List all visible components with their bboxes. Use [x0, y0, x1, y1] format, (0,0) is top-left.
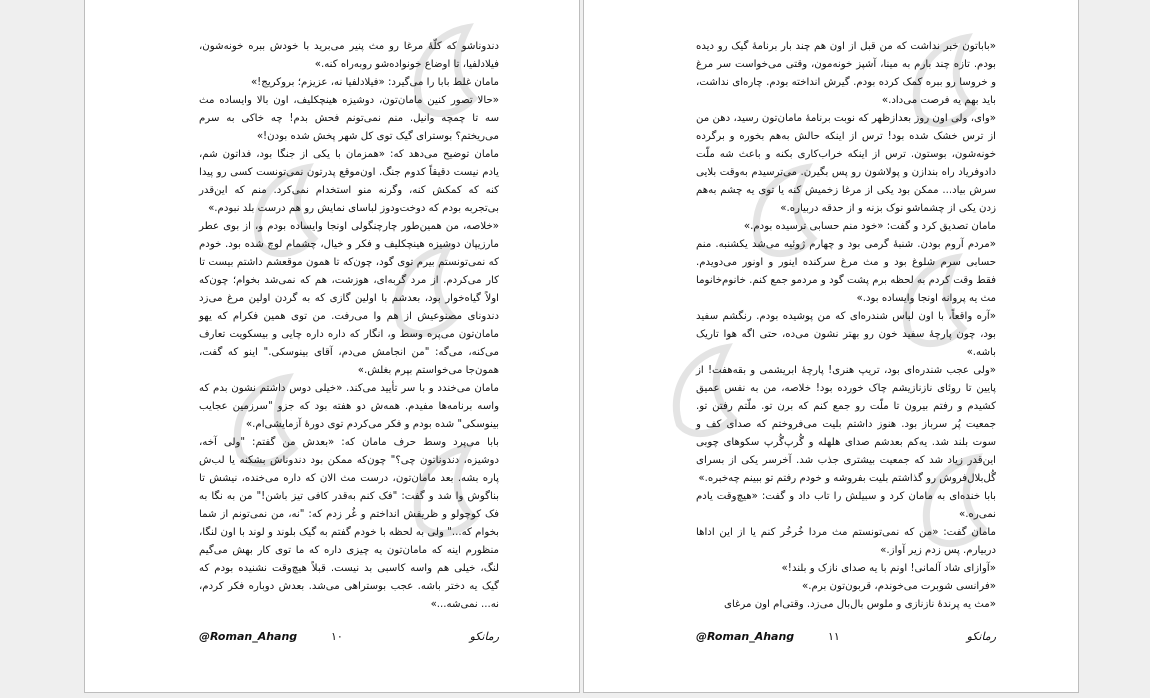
footer-handle: @Roman_Ahang [696, 630, 795, 643]
footer-brand: رمانکو [966, 630, 996, 643]
paragraph: «باباتون خبر نداشت که من قبل از اون هم چند بار برنامهٔ گیک رو دیده بودم. تازه چند بارم به مینا، آشپز خونه‌مون، وقتی می‌خواست سر مرغ و خروسا رو ببره کمک کرده بودم. گیرش انداخته بودم. چاره‌ای نداشت، باید بهم یه فرصت می‌داد.» [696, 41, 996, 106]
paragraph: «آوازای شاد آلمانی! اونم با یه صدای نازک و بلند!» [781, 563, 996, 574]
footer-brand: رمانکو [469, 630, 499, 643]
paragraph: «حالا تصور کنین مامان‌تون، دوشیزه هینچکلیف، اون بالا وایساده مث سه تا چمچه وانیل. منم نمی‌تونم فحش بدم! چه خاکی به سرم می‌ریختم؟ بوسترای گیک توی کل شهر پخش شده بودن!» [199, 95, 499, 142]
paragraph: «مردم آروم بودن. شنبهٔ گرمی بود و چهارم ژوئیه می‌شد یکشنبه. منم حسابی سرم شلوغ بود و مث مرغ سرکنده اینور و اونور می‌دویدم. فقط وقت کردم به لحظه برم پشت گود و مردمو جمع کنم. خانوم‌خانوما مث یه پروانه اونجا وایساده بود.» [696, 239, 996, 304]
page-footer [696, 630, 996, 648]
paragraph: مامان می‌خندد و با سر تأیید می‌کند. «خیلی دوس داشتم نشون بدم که واسه برنامه‌ها مفیدم. همه‌ش دو هفته بود که جزو "سرزمین عجایب بینوسکی" شده بودم و فکر می‌کردم توی دورهٔ آزمایشی‌ام.» [199, 383, 499, 430]
footer-handle: @Roman_Ahang [199, 630, 298, 643]
paragraph: مامان غلط بابا را می‌گیرد: «فیلادلفیا نه، عزیزم؛ بروکریج!» [250, 77, 499, 88]
page-number: ۱۰ [331, 630, 343, 643]
paragraph: «مث یه پرندهٔ نازنازی و ملوس بال‌بال می‌زد. وقتی‌ام اون مرغای [723, 599, 996, 610]
paragraph: مامان تصدیق کرد و گفت: «خود منم حسابی ترسیده بودم.» [743, 221, 996, 232]
paragraph: دندوناشو که کلّهٔ مرغا رو مث پنیر می‌برید با خودش ببره خونه‌شون، فیلادلفیا، تا اوضاع خونواده‌شو روبه‌راه کنه.» [199, 41, 499, 70]
paragraph: مامان گفت: «من که نمی‌تونستم مث مردا خُرخُر کنم یا از این اداها دربیارم. پس زدم زیر آواز.» [696, 527, 996, 556]
paragraph: مامان توضیح می‌دهد که: «همزمان با یکی از جنگا بود، فداتون شم، یادم نیست دقیقاً کدوم جنگ. اون‌موقع پدرتون نمی‌تونست کسی رو پیدا کنه که کمکش کنه، وگرنه منو استخدام نمی‌کرد. منم که این‌قدر بی‌تجربه بودم که دوخت‌ودوز لباسای نمایش رو هم درست بلد نبودم.» [199, 149, 499, 214]
paragraph: «خلاصه، من همین‌طور چارچنگولی اونجا وایساده بودم و، از بوی عطر مارزیپان دوشیزه هینچکلیف و فکر و خیال، چشمام لوچ شده بود. خودم که نمی‌تونستم بیرم توی گود، چون‌که تا همون موقعشم داشتم بیست تا کار می‌کردم. از مرد گربه‌ای، هوزشت، هم که نمی‌شد بخوام؛ چون‌که اولاً گیاه‌خوار بود، بعدشم با اولین گازی که به گردن اولین مرغ می‌زد دندونای مصنوعیش از هم وا می‌رفت. من توی همین فکرام که یهو مامان‌تون می‌پره وسط و، انگار که داره داره چایی و بیسکویت تعارف می‌کنه، می‌گه: "من انجامش می‌دم، آقای بینوسکی." اینو که گفت، همون‌جا می‌خواستم بپرم بغلش.» [199, 221, 499, 376]
paragraph: «ولی عجب شندره‌ای بود، تریپ هنری! پارچهٔ ابریشمی و بقه‌هفت! از پایین تا روئای نازنازیشم چاک خورده بود! خلاصه، من به نفس عمیق کشیدم و رفتم بیرون تا ملّت رو جمع کنم که برن تو. ملّتم رفتن تو. جمعیت پُر سرباز بود. هنوز داشتم بلیت می‌فروختم که صدای کف و سوت بلند شد. یه‌کم بعدشم صدای هلهله و گُرپ‌گُرپ سکوهای چوبی این‌قدر زیاد شد که جمعیت بیشتری جذب شد. آخرسر یکی از بسرای گُل‌بلال‌فروش رو گذاشتم بلیت بفروشه و خودم رفتم تو ببینم چه‌خبره.» [696, 365, 996, 484]
paragraph: بابا می‌پرد وسط حرف مامان که: «بعدش من گفتم: "ولی آخه، دوشیزه، دندوناتون چی؟" چون‌که ممکن بود دندوناش بشکنه یا لب‌ش پاره بشه. بعد مامان‌تون، درست مث الان که داره می‌خنده، نیشش تا بناگوش وا شد و گفت: "فک کنم به‌قدر کافی تیز باشن!" من به نگا به فک کوچولو و ظریفش انداختم و غُر زدم که: "نه، من نمی‌تونم از شما بخوام که..." ولی به لحظه با خودم گفتم به گیک بلوند و لوند با اون لنگا، منظورم اینه که مامان‌تون یه چیزی داره که ما توی کار بهش می‌گیم لنگ، خیلی هم واسه کاسبی بد نیست. قبلاً هیچ‌وقت نشنیده بودم که گیک یه دختر باشه. عجب بوستراهی می‌شد. بعدش دوباره فکر کردم، نه... نمی‌شه...» [199, 437, 499, 610]
paragraph: «فرانسی شوبرت می‌خوندم، قربون‌تون برم.» [802, 581, 996, 592]
page-body-text [199, 38, 499, 614]
paragraph: بابا خنده‌ای به مامان کرد و سبیلش را تاب داد و گفت: «هیچ‌وقت یادم نمی‌ره.» [696, 491, 996, 520]
page-number: ۱۱ [828, 630, 840, 643]
page-footer [199, 630, 499, 648]
paragraph: «وای، ولی اون روز بعدازظهر که نوبت برنامهٔ مامان‌تون رسید، دهن من از ترس خشک شده بود! ترس از اینکه حالش به‌هم بخوره و برگرده خونه‌شون، بوستون. ترس از اینکه خراب‌کاری بکنه و باعث شه ملّت دادوفریاد راه بندازن و پولاشون رو پس بگیرن. می‌ترسیدم به‌وقت بلایی سرش بیاد... ممکن بود یکی از مرغا زخمیش کنه یا توی یه چشم به‌هم زدن یکی از چشماشو نوک بزنه و از حدقه دربیاره.» [696, 113, 996, 214]
page-right [583, 0, 1079, 693]
paragraph: «آره واقعاً، با اون لباس شندره‌ای که من پوشیده بودم. رنگشم سفید بود، چون پارچهٔ سفید خون رو بهتر نشون می‌ده، حتی اگه هوا تاریک باشه.» [696, 311, 996, 358]
page-left [84, 0, 580, 693]
page-body-text [696, 38, 996, 614]
